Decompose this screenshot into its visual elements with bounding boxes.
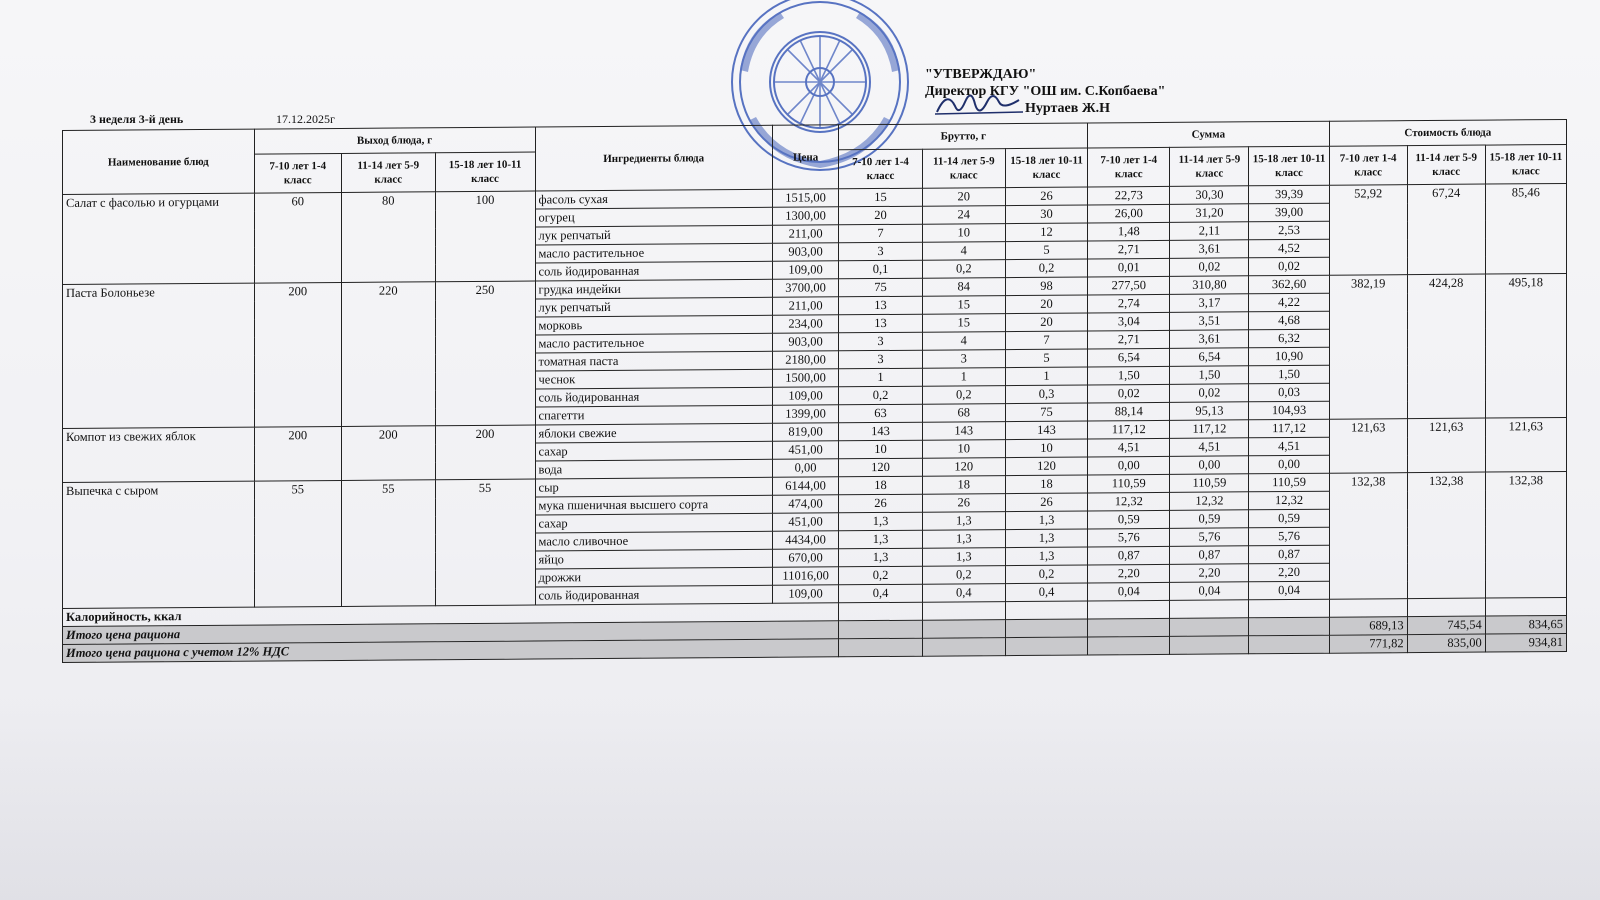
ingredient-price: 2180,00 xyxy=(772,351,839,369)
sum-value: 0,87 xyxy=(1170,546,1249,565)
brutto-value: 15 xyxy=(922,314,1005,333)
sum-value: 0,04 xyxy=(1170,582,1249,601)
total-value: 745,54 xyxy=(1407,616,1485,635)
ingredient-price: 1399,00 xyxy=(772,405,839,423)
total-value: 689,13 xyxy=(1329,617,1407,636)
ingredient-name: чеснок xyxy=(535,369,772,389)
sum-value: 88,14 xyxy=(1088,402,1170,421)
brutto-value: 20 xyxy=(1005,313,1087,332)
brutto-value: 18 xyxy=(922,476,1005,495)
sum-value: 3,61 xyxy=(1170,330,1249,349)
sum-value: 4,51 xyxy=(1249,437,1329,456)
brutto-value: 63 xyxy=(839,404,922,423)
total-vat-value: 835,00 xyxy=(1407,634,1485,653)
brutto-value: 10 xyxy=(922,224,1005,243)
sum-value: 117,12 xyxy=(1249,419,1329,438)
sum-age-header: 15-18 лет 10-11 класс xyxy=(1249,146,1329,186)
menu-table xyxy=(62,119,1567,663)
sum-value: 3,61 xyxy=(1170,240,1249,259)
header-ingredients: Ингредиенты блюда xyxy=(535,125,772,191)
dish-cost: 424,28 xyxy=(1407,274,1485,419)
output-value: 60 xyxy=(254,192,341,283)
sum-value: 2,20 xyxy=(1249,563,1329,582)
brutto-value: 26 xyxy=(839,494,922,513)
brutto-value: 0,2 xyxy=(1005,565,1087,584)
ingredient-name: соль йодированная xyxy=(535,387,772,407)
sum-value: 2,20 xyxy=(1170,564,1249,583)
sum-value: 0,59 xyxy=(1088,510,1170,529)
brutto-value: 1,3 xyxy=(922,548,1005,567)
ingredient-name: яблоки свежие xyxy=(535,423,772,443)
week-day-label: 3 неделя 3-й день xyxy=(90,112,184,126)
cost-age-header: 7-10 лет 1-4 класс xyxy=(1329,146,1407,186)
brutto-value: 12 xyxy=(1005,223,1087,242)
brutto-value: 20 xyxy=(839,206,922,225)
sum-value: 31,20 xyxy=(1170,204,1249,223)
total-label: Итого цена рациона xyxy=(63,621,839,645)
sum-value: 0,03 xyxy=(1249,383,1329,402)
ingredient-price: 109,00 xyxy=(772,387,839,405)
dish-cost: 52,92 xyxy=(1329,185,1407,276)
brutto-value: 1,3 xyxy=(1005,529,1087,548)
brutto-value: 0,4 xyxy=(839,584,922,603)
brutto-value: 26 xyxy=(1005,493,1087,512)
output-age-header: 11-14 лет 5-9 класс xyxy=(341,153,435,193)
brutto-value: 15 xyxy=(922,296,1005,315)
ingredient-price: 474,00 xyxy=(772,495,839,513)
ingredient-price: 6144,00 xyxy=(772,477,839,495)
dish-name: Компот из свежих яблок xyxy=(63,427,255,482)
sum-value: 6,54 xyxy=(1170,348,1249,367)
ingredient-name: томатная паста xyxy=(535,351,772,371)
ingredient-price: 1515,00 xyxy=(772,189,839,207)
brutto-value: 120 xyxy=(922,458,1005,477)
ingredient-name: сахар xyxy=(535,513,772,533)
ingredient-name: лук репчатый xyxy=(535,225,772,245)
sum-value: 10,90 xyxy=(1249,347,1329,366)
brutto-value: 0,2 xyxy=(922,260,1005,279)
ingredient-price: 451,00 xyxy=(772,441,839,459)
ingredient-price: 1300,00 xyxy=(772,207,839,225)
output-value: 55 xyxy=(254,480,341,607)
brutto-age-header: 15-18 лет 10-11 класс xyxy=(1005,148,1087,188)
sum-value: 0,87 xyxy=(1088,546,1170,565)
ingredient-price: 109,00 xyxy=(772,261,839,279)
brutto-value: 84 xyxy=(922,278,1005,297)
sum-value: 5,76 xyxy=(1249,527,1329,546)
output-value: 80 xyxy=(341,192,435,283)
dish-cost: 132,38 xyxy=(1407,472,1485,599)
sum-value: 0,59 xyxy=(1249,509,1329,528)
brutto-value: 75 xyxy=(839,278,922,297)
brutto-value: 0,4 xyxy=(1005,583,1087,602)
page-shadow xyxy=(0,700,1600,900)
sum-value: 39,00 xyxy=(1249,203,1329,222)
sum-value: 110,59 xyxy=(1249,473,1329,492)
ingredient-name: вода xyxy=(535,459,772,479)
brutto-value: 5 xyxy=(1005,241,1087,260)
dish-cost: 67,24 xyxy=(1407,184,1485,275)
brutto-value: 1,3 xyxy=(839,530,922,549)
sum-value: 3,17 xyxy=(1170,294,1249,313)
ingredient-name: лук репчатый xyxy=(535,297,772,317)
brutto-value: 0,3 xyxy=(1005,385,1087,404)
sum-value: 0,02 xyxy=(1088,384,1170,403)
sum-value: 12,32 xyxy=(1249,491,1329,510)
sum-value: 6,32 xyxy=(1249,329,1329,348)
ingredient-name: масло сливочное xyxy=(535,531,772,551)
header-brutto: Брутто, г xyxy=(839,123,1088,150)
ingredient-name: соль йодированная xyxy=(535,585,772,605)
brutto-value: 7 xyxy=(1005,331,1087,350)
ingredient-price: 819,00 xyxy=(772,423,839,441)
brutto-value: 15 xyxy=(839,188,922,207)
ingredient-name: соль йодированная xyxy=(535,261,772,281)
sum-value: 117,12 xyxy=(1088,420,1170,439)
brutto-value: 1 xyxy=(922,368,1005,387)
dish-cost: 382,19 xyxy=(1329,275,1407,420)
sum-value: 95,13 xyxy=(1170,402,1249,421)
sum-value: 39,39 xyxy=(1249,185,1329,204)
dish-cost: 132,38 xyxy=(1329,473,1407,600)
ingredient-price: 211,00 xyxy=(772,225,839,243)
sum-value: 0,02 xyxy=(1170,258,1249,277)
ingredient-price: 211,00 xyxy=(772,297,839,315)
sum-value: 3,04 xyxy=(1088,312,1170,331)
dish-cost: 121,63 xyxy=(1329,419,1407,474)
brutto-value: 1,3 xyxy=(839,512,922,531)
total-vat-value: 934,81 xyxy=(1485,633,1566,652)
sum-age-header: 7-10 лет 1-4 класс xyxy=(1088,147,1170,187)
sum-value: 0,59 xyxy=(1170,510,1249,529)
ingredient-price: 4434,00 xyxy=(772,531,839,549)
ingredient-name: масло растительное xyxy=(535,333,772,353)
sum-value: 30,30 xyxy=(1170,186,1249,205)
ingredient-price: 903,00 xyxy=(772,333,839,351)
ingredient-name: грудка индейки xyxy=(535,279,772,299)
output-value: 250 xyxy=(435,281,535,426)
brutto-value: 120 xyxy=(839,458,922,477)
approval-block xyxy=(925,66,1165,117)
sum-value: 4,51 xyxy=(1088,438,1170,457)
brutto-value: 1,3 xyxy=(922,512,1005,531)
dish-cost: 85,46 xyxy=(1485,183,1566,274)
brutto-value: 1,3 xyxy=(1005,547,1087,566)
sum-value: 0,00 xyxy=(1170,456,1249,475)
sum-value: 4,51 xyxy=(1170,438,1249,457)
sum-value: 0,02 xyxy=(1170,384,1249,403)
total-vat-label: Итого цена рациона с учетом 12% НДС xyxy=(63,639,839,663)
sum-value: 0,00 xyxy=(1088,456,1170,475)
dish-name: Выпечка с сыром xyxy=(63,481,255,608)
sum-value: 3,51 xyxy=(1170,312,1249,331)
brutto-value: 3 xyxy=(839,242,922,261)
sum-value: 0,04 xyxy=(1249,581,1329,600)
sum-value: 4,22 xyxy=(1249,293,1329,312)
approve-title: "УТВЕРЖДАЮ" xyxy=(925,67,1037,82)
menu-date: 17.12.2025г xyxy=(276,112,335,126)
sum-value: 5,76 xyxy=(1088,528,1170,547)
cost-age-header: 15-18 лет 10-11 класс xyxy=(1485,144,1566,184)
brutto-value: 1,3 xyxy=(922,530,1005,549)
sum-value: 117,12 xyxy=(1170,420,1249,439)
sum-value: 2,74 xyxy=(1088,294,1170,313)
sum-value: 22,73 xyxy=(1088,186,1170,205)
sum-value: 4,52 xyxy=(1249,239,1329,258)
brutto-value: 10 xyxy=(1005,439,1087,458)
brutto-value: 143 xyxy=(1005,421,1087,440)
sum-value: 6,54 xyxy=(1088,348,1170,367)
dish-name: Салат с фасолью и огурцами xyxy=(63,193,255,284)
menu-body xyxy=(63,183,1567,608)
brutto-value: 18 xyxy=(1005,475,1087,494)
brutto-value: 98 xyxy=(1005,277,1087,296)
output-value: 200 xyxy=(254,282,341,427)
output-value: 200 xyxy=(254,426,341,481)
header-sum: Сумма xyxy=(1088,121,1329,148)
ingredient-price: 3700,00 xyxy=(772,279,839,297)
ingredient-name: спагетти xyxy=(535,405,772,425)
ingredient-price: 670,00 xyxy=(772,549,839,567)
brutto-value: 18 xyxy=(839,476,922,495)
sum-value: 12,32 xyxy=(1088,492,1170,511)
dish-cost: 132,38 xyxy=(1485,471,1566,598)
brutto-value: 13 xyxy=(839,296,922,315)
sum-value: 1,50 xyxy=(1170,366,1249,385)
brutto-value: 0,2 xyxy=(839,386,922,405)
brutto-value: 68 xyxy=(922,404,1005,423)
brutto-value: 0,2 xyxy=(922,566,1005,585)
brutto-value: 3 xyxy=(839,332,922,351)
sum-value: 26,00 xyxy=(1088,204,1170,223)
cost-age-header: 11-14 лет 5-9 класс xyxy=(1407,145,1485,185)
ingredient-price: 0,00 xyxy=(772,459,839,477)
ingredient-price: 1500,00 xyxy=(772,369,839,387)
brutto-age-header: 11-14 лет 5-9 класс xyxy=(922,149,1005,189)
brutto-value: 4 xyxy=(922,332,1005,351)
ingredient-price: 234,00 xyxy=(772,315,839,333)
total-value: 834,65 xyxy=(1485,615,1566,634)
brutto-value: 26 xyxy=(922,494,1005,513)
ingredient-name: дрожжи xyxy=(535,567,772,587)
brutto-value: 75 xyxy=(1005,403,1087,422)
brutto-value: 0,4 xyxy=(922,584,1005,603)
brutto-value: 26 xyxy=(1005,187,1087,206)
sum-value: 277,50 xyxy=(1088,276,1170,295)
ingredient-name: сахар xyxy=(535,441,772,461)
brutto-value: 20 xyxy=(922,188,1005,207)
sum-value: 0,02 xyxy=(1249,257,1329,276)
sum-value: 1,48 xyxy=(1088,222,1170,241)
header-output: Выход блюда, г xyxy=(254,127,535,154)
calories-label: Калорийность, ккал xyxy=(63,603,839,627)
dish-cost: 495,18 xyxy=(1485,273,1566,418)
output-value: 55 xyxy=(435,479,535,606)
ingredient-name: фасоль сухая xyxy=(535,189,772,209)
dish-cost: 121,63 xyxy=(1485,417,1566,472)
output-age-header: 7-10 лет 1-4 класс xyxy=(254,153,341,193)
sum-value: 5,76 xyxy=(1170,528,1249,547)
brutto-value: 0,1 xyxy=(839,260,922,279)
director-name: Нуртаев Ж.Н xyxy=(1025,101,1111,116)
brutto-value: 1,3 xyxy=(839,548,922,567)
sum-value: 362,60 xyxy=(1249,275,1329,294)
sum-value: 2,53 xyxy=(1249,221,1329,240)
brutto-value: 10 xyxy=(839,440,922,459)
brutto-value: 5 xyxy=(1005,349,1087,368)
sum-value: 2,20 xyxy=(1088,564,1170,583)
header-cost: Стоимость блюда xyxy=(1329,119,1566,146)
brutto-value: 20 xyxy=(1005,295,1087,314)
output-value: 220 xyxy=(341,282,435,427)
brutto-value: 143 xyxy=(922,422,1005,441)
dish-name: Паста Болоньезе xyxy=(63,283,255,428)
brutto-value: 1,3 xyxy=(1005,511,1087,530)
sum-value: 0,01 xyxy=(1088,258,1170,277)
brutto-value: 0,2 xyxy=(922,386,1005,405)
brutto-value: 143 xyxy=(839,422,922,441)
brutto-value: 30 xyxy=(1005,205,1087,224)
sum-value: 0,04 xyxy=(1088,582,1170,601)
sum-age-header: 11-14 лет 5-9 класс xyxy=(1170,147,1249,187)
brutto-value: 3 xyxy=(839,350,922,369)
sum-value: 0,87 xyxy=(1249,545,1329,564)
sum-value: 4,68 xyxy=(1249,311,1329,330)
ingredient-price: 451,00 xyxy=(772,513,839,531)
sum-value: 0,00 xyxy=(1249,455,1329,474)
ingredient-name: огурец xyxy=(535,207,772,227)
brutto-value: 24 xyxy=(922,206,1005,225)
brutto-value: 1 xyxy=(1005,367,1087,386)
ingredient-name: масло растительное xyxy=(535,243,772,263)
output-age-header: 15-18 лет 10-11 класс xyxy=(435,152,535,192)
brutto-value: 13 xyxy=(839,314,922,333)
ingredient-name: морковь xyxy=(535,315,772,335)
ingredient-price: 109,00 xyxy=(772,585,839,603)
ingredient-name: мука пшеничная высшего сорта xyxy=(535,495,772,515)
brutto-value: 1 xyxy=(839,368,922,387)
brutto-value: 10 xyxy=(922,440,1005,459)
brutto-value: 0,2 xyxy=(839,566,922,585)
output-value: 100 xyxy=(435,191,535,282)
ingredient-price: 11016,00 xyxy=(772,567,839,585)
dish-cost: 121,63 xyxy=(1407,418,1485,473)
brutto-age-header: 7-10 лет 1-4 класс xyxy=(839,149,922,189)
brutto-value: 120 xyxy=(1005,457,1087,476)
sum-value: 1,50 xyxy=(1249,365,1329,384)
brutto-value: 4 xyxy=(922,242,1005,261)
sum-value: 104,93 xyxy=(1249,401,1329,420)
brutto-value: 0,2 xyxy=(1005,259,1087,278)
sum-value: 2,71 xyxy=(1088,240,1170,259)
sum-value: 110,59 xyxy=(1088,474,1170,493)
director-line: Директор КГУ "ОШ им. С.Копбаева" xyxy=(925,84,1166,99)
total-vat-value: 771,82 xyxy=(1329,635,1407,654)
ingredient-name: сыр xyxy=(535,477,772,497)
sum-value: 110,59 xyxy=(1170,474,1249,493)
brutto-value: 3 xyxy=(922,350,1005,369)
output-value: 200 xyxy=(341,426,435,481)
output-value: 55 xyxy=(341,480,435,607)
brutto-value: 7 xyxy=(839,224,922,243)
sum-value: 1,50 xyxy=(1088,366,1170,385)
week-day-line xyxy=(90,112,335,127)
sum-value: 2,11 xyxy=(1170,222,1249,241)
output-value: 200 xyxy=(435,425,535,480)
ingredient-name: яйцо xyxy=(535,549,772,569)
sum-value: 2,71 xyxy=(1088,330,1170,349)
sum-value: 12,32 xyxy=(1170,492,1249,511)
header-price: Цена xyxy=(772,125,839,189)
sum-value: 310,80 xyxy=(1170,276,1249,295)
header-dish-name: Наименование блюд xyxy=(63,129,255,194)
ingredient-price: 903,00 xyxy=(772,243,839,261)
